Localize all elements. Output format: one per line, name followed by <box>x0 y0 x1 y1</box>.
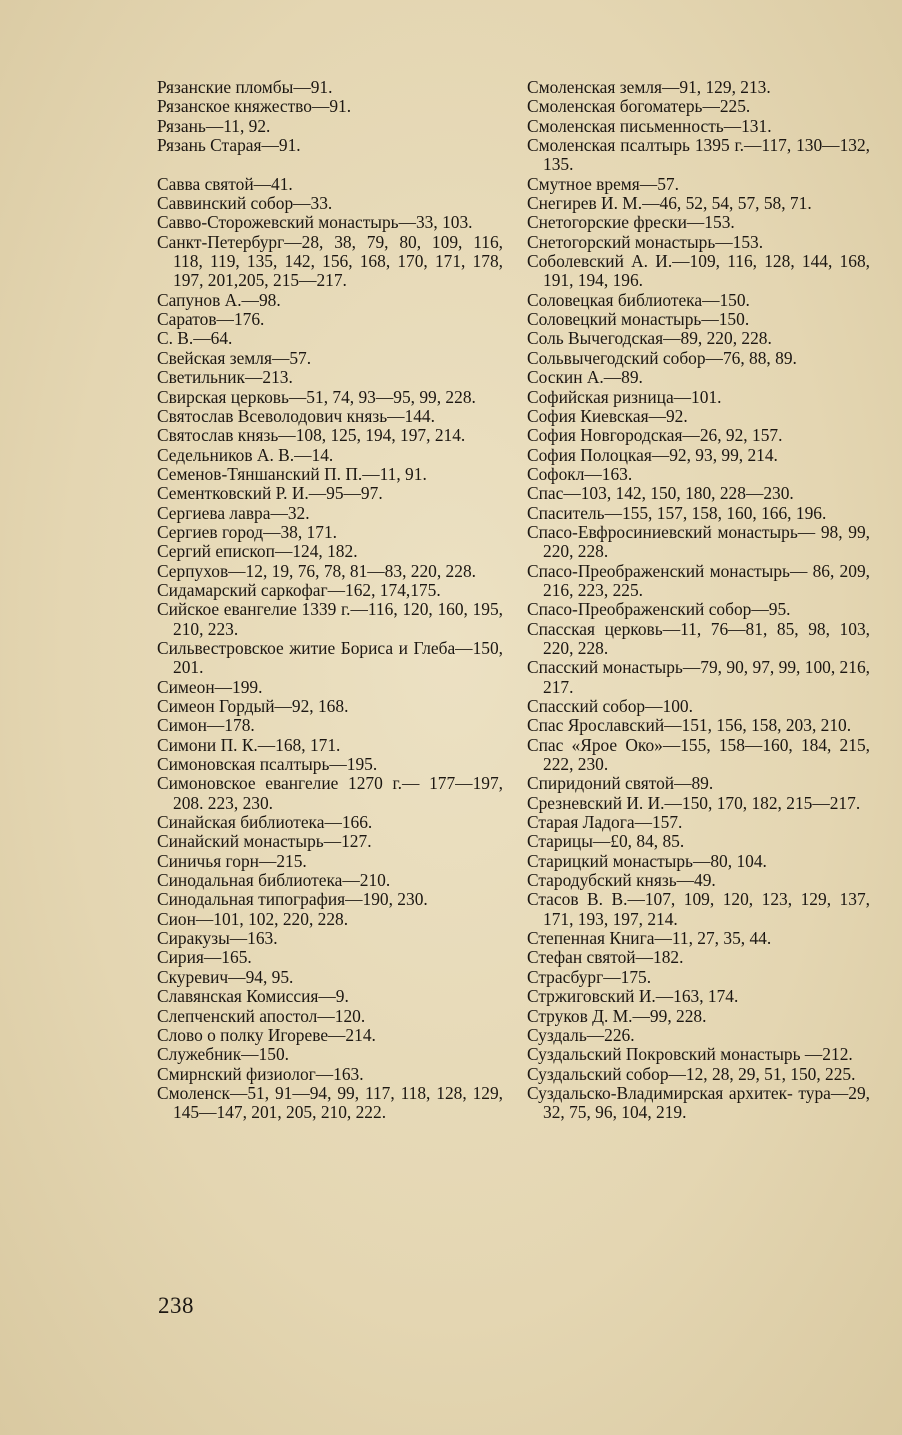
index-entry: Спас Ярославский—151, 156, 158, 203, 210. <box>527 715 852 736</box>
index-entry: Скуревич—94, 95. <box>157 966 294 987</box>
index-entry: Суздальский Покровский монастырь —212. <box>527 1044 853 1065</box>
index-entry: Смоленская богоматерь—225. <box>527 96 751 117</box>
index-entry: Спасский монастырь—79, 90, 97, 99, 100, 216, 217. <box>527 657 870 697</box>
index-entry: Соскин А.—89. <box>527 367 643 388</box>
index-entry: Стржиговский И.—163, 174. <box>527 986 739 1007</box>
index-entry: Святослав князь—108, 125, 194, 197, 214. <box>157 425 466 446</box>
index-entry: Стародубский князь—49. <box>527 870 716 891</box>
index-entry: Савво-Сторожевский монастырь—33, 103. <box>157 212 473 233</box>
index-entry: Суздальско-Владимирская архитек- тура—29, 32, 75, 96, 104, 219. <box>527 1082 870 1123</box>
index-entry: Спасская церковь—11, 76—81, 85, 98, 103, 220, 228. <box>527 618 870 658</box>
index-entry: Спас—103, 142, 150, 180, 228—230. <box>527 483 794 504</box>
index-entry: Симоновское евангелие 1270 г.— 177—197, 208. 223, 230. <box>157 773 503 813</box>
index-entry: Симони П. К.—168, 171. <box>157 734 341 755</box>
index-entry: Старицкий монастырь—80, 104. <box>527 850 767 871</box>
index-entry: Сиракузы—163. <box>157 928 278 949</box>
index-entry: Сийское евангелие 1339 г.—116, 120, 160, 195, 210, 223. <box>157 599 503 639</box>
index-entry: Синичья горн—215. <box>157 850 307 871</box>
index-entry: Спас «Ярое Око»—155, 158—160, 184, 215, 222, 230. <box>527 734 870 775</box>
index-entry: Сергий епископ—124, 182. <box>157 541 358 562</box>
index-entry: Снегирев И. М.—46, 52, 54, 57, 58, 71. <box>527 193 812 214</box>
index-entry: Спасский собор—100. <box>527 696 693 716</box>
index-entry: Симеон—199. <box>157 676 263 697</box>
index-entry: София Полоцкая—92, 93, 99, 214. <box>527 444 778 465</box>
page-number: 238 <box>158 1293 194 1318</box>
index-entry: Стасов В. В.—107, 109, 120, 123, 129, 137, 171, 193, 197, 214. <box>527 889 870 929</box>
index-entry: Симон—178. <box>157 715 255 736</box>
index-entry: Смоленская псалтырь 1395 г.—117, 130—132, 135. <box>527 135 870 175</box>
index-entry: Спасо-Преображенский собор—95. <box>527 599 791 620</box>
section-gap <box>157 155 503 174</box>
index-entry: Снетогорский монастырь—153. <box>527 231 764 252</box>
index-entry: Саввинский собор—33. <box>157 193 333 214</box>
index-entry: Смоленск—51, 91—94, 99, 117, 118, 128, 129, 145—147, 201, 205, 210, 222. <box>157 1082 503 1123</box>
index-entry: Соловецкий монастырь—150. <box>527 309 750 330</box>
index-entry: Сергиева лавра—32. <box>157 502 310 523</box>
index-entry: Спиридоний святой—89. <box>527 773 714 794</box>
index-entry: Спасо-Евфросиниевский монастырь— 98, 99, 220, 228. <box>527 521 870 562</box>
index-entry: Сольвычегодский собор—76, 88, 89. <box>527 347 797 368</box>
index-entry: С. В.—64. <box>157 328 233 349</box>
index-entry: Соль Вычегодская—89, 220, 228. <box>527 328 772 349</box>
index-entry: Савва святой—41. <box>157 173 293 194</box>
index-entry: Санкт-Петербург—28, 38, 79, 80, 109, 116, 118, 119, 135, 142, 156, 168, 170, 171, 178, 197, 201,205, 215—217. <box>157 231 503 291</box>
index-entry: Синайский монастырь—127. <box>157 831 372 852</box>
index-entry: Сементковский Р. И.—95—97. <box>157 483 383 504</box>
index-entry: Сергиев город—38, 171. <box>157 521 337 542</box>
index-entry: Спасо-Преображенский монастырь— 86, 209, 216, 223, 225. <box>527 560 870 600</box>
index-entry: Страсбург—175. <box>527 966 652 987</box>
index-entry: Свирская церковь—51, 74, 93—95, 99, 228. <box>157 386 476 407</box>
index-entry: София Киевская—92. <box>527 405 688 426</box>
index-entry: Суздаль—226. <box>527 1024 635 1045</box>
index-entry: Рязанские пломбы—91. <box>157 77 333 97</box>
index-entry: Стефан святой—182. <box>527 947 684 968</box>
index-entry: София Новгородская—26, 92, 157. <box>527 425 783 446</box>
index-entry: Старицы—£0, 84, 85. <box>527 831 685 852</box>
index-entry: Сион—101, 102, 220, 228. <box>157 908 349 929</box>
index-entry: Соболевский А. И.—109, 116, 128, 144, 168, 191, 194, 196. <box>527 251 870 291</box>
index-entry: Семенов-Тяншанский П. П.—11, 91. <box>157 463 427 484</box>
index-entry: Суздальский собор—12, 28, 29, 51, 150, 225. <box>527 1063 856 1084</box>
index-entry: Сильвестровское житие Бориса и Глеба—150, 201. <box>157 637 503 678</box>
index-entry: Свейская земля—57. <box>157 347 312 368</box>
index-entry: Степенная Книга—11, 27, 35, 44. <box>527 928 772 949</box>
index-entry: Сирия—165. <box>157 947 252 968</box>
index-entry: Саратов—176. <box>157 309 265 330</box>
index-entry: Синодальная типография—190, 230. <box>157 889 428 910</box>
index-entry: Синайская библиотека—166. <box>157 812 373 833</box>
index-entry: Смирнский физиолог—163. <box>157 1063 364 1084</box>
index-entry: Серпухов—12, 19, 76, 78, 81—83, 220, 228. <box>157 560 476 581</box>
index-entry: Слово о полку Игореве—214. <box>157 1024 376 1045</box>
index-entry: Симоновская псалтырь—195. <box>157 754 378 775</box>
index-entry: Рязань Старая—91. <box>157 135 301 156</box>
index-entry: Соловецкая библиотека—150. <box>527 289 750 310</box>
index-entry: Смоленская земля—91, 129, 213. <box>527 77 771 97</box>
index-entry: Смутное время—57. <box>527 173 679 194</box>
index-entry: Срезневский И. И.—150, 170, 182, 215—217. <box>527 792 861 813</box>
index-entry: Рязанское княжество—91. <box>157 96 352 117</box>
index-entry: Старая Ладога—157. <box>527 812 683 833</box>
index-entry: Смоленская письменность—131. <box>527 115 772 136</box>
index-entry: Синодальная библиотека—210. <box>157 870 391 891</box>
index-entry: Славянская Комиссия—9. <box>157 986 349 1007</box>
index-entry: Слепченский апостол—120. <box>157 1005 366 1026</box>
index-entry: Софийская ризница—101. <box>527 386 722 407</box>
index-entry: Спаситель—155, 157, 158, 160, 166, 196. <box>527 502 827 523</box>
index-entry: Сидамарский саркофаг—162, 174,175. <box>157 579 441 600</box>
index-entry: Струков Д. М.—99, 228. <box>527 1005 707 1026</box>
index-column-right <box>527 78 870 1123</box>
index-entry: Седельников А. В.—14. <box>157 444 334 465</box>
index-entry: Служебник—150. <box>157 1044 289 1065</box>
index-entry: Софокл—163. <box>527 463 633 484</box>
index-entry: Сапунов А.—98. <box>157 289 281 310</box>
index-entry: Рязань—11, 92. <box>157 115 271 136</box>
index-column-left <box>157 78 503 1123</box>
index-entry: Светильник—213. <box>157 367 293 388</box>
index-entry: Снетогорские фрески—153. <box>527 212 735 233</box>
index-entry: Святослав Всеволодович князь—144. <box>157 405 435 426</box>
index-entry: Симеон Гордый—92, 168. <box>157 696 349 716</box>
